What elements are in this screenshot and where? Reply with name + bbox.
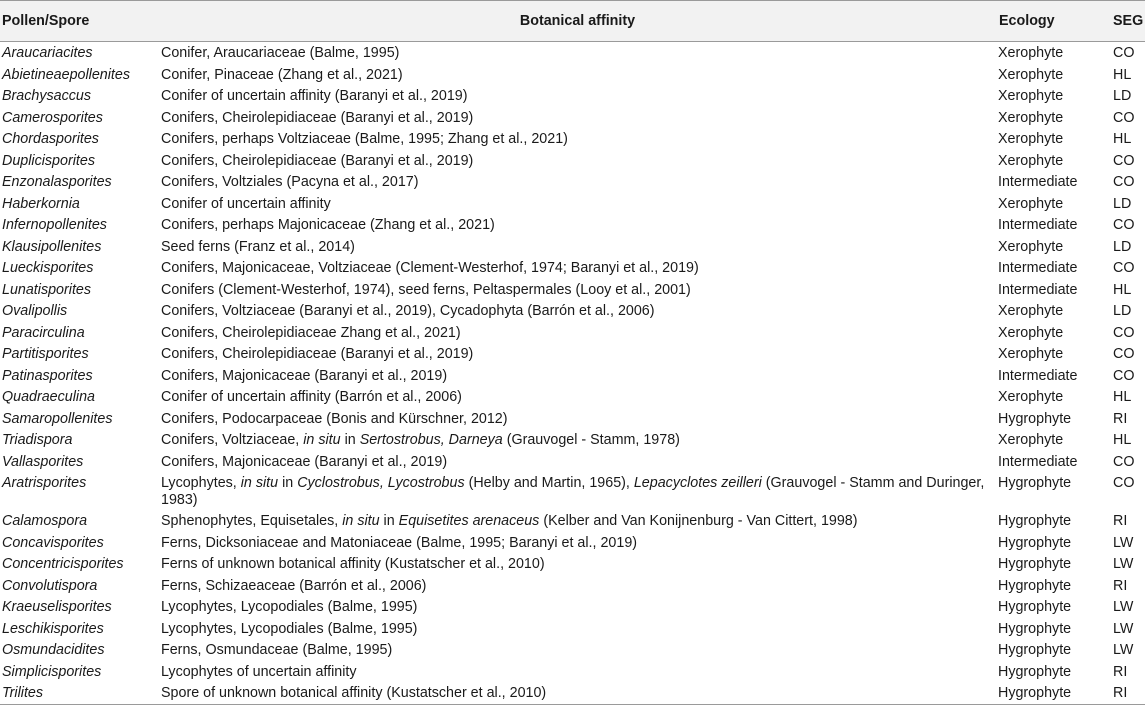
cell-seg: LW — [1113, 534, 1134, 551]
cell-ecology: Xerophyte — [998, 238, 1064, 255]
table-row — [0, 171, 1145, 193]
cell-ecology: Xerophyte — [998, 303, 1064, 319]
table-row — [0, 661, 1145, 683]
cell-name: Partitisporites — [2, 346, 89, 362]
cell-affinity: Seed ferns (Franz et al., 2014) — [161, 238, 355, 255]
table-row — [0, 128, 1145, 150]
cell-seg: LW — [1113, 599, 1134, 615]
cell-ecology: Hygrophyte — [998, 475, 1072, 491]
cell-affinity: Ferns, Osmundaceae (Balme, 1995) — [161, 642, 393, 658]
cell-ecology: Intermediate — [998, 174, 1078, 190]
cell-name: Osmundacidites — [2, 642, 105, 658]
cell-ecology: Xerophyte — [998, 152, 1064, 169]
cell-ecology: Intermediate — [998, 453, 1078, 470]
cell-seg: CO — [1113, 152, 1135, 169]
table-row — [0, 451, 1145, 473]
cell-ecology: Intermediate — [998, 281, 1078, 298]
header-pollen-spore: Pollen/Spore — [0, 1, 158, 42]
affinity-in-situ: in situ — [342, 513, 380, 529]
header-ecology: Ecology — [997, 1, 1108, 42]
cell-ecology: Hygrophyte — [998, 534, 1072, 551]
cell-seg: HL — [1113, 432, 1132, 448]
cell-name: Leschikisporites — [2, 620, 104, 637]
cell-seg: LD — [1113, 238, 1132, 255]
affinity-citation: (Helby and Martin, 1965), — [464, 475, 634, 491]
cell-seg: CO — [1113, 217, 1135, 233]
cell-seg: CO — [1113, 260, 1135, 276]
cell-affinity: Conifer of uncertain affinity (Barrón et al., 2006) — [161, 389, 462, 405]
affinity-text: Sphenophytes, Equisetales, — [161, 513, 343, 529]
table-row — [0, 64, 1145, 86]
cell-seg: CO — [1113, 475, 1135, 491]
cell-affinity: Conifers, Majonicaceae, Voltziaceae (Clement-Westerhof, 1974; Baranyi et al., 2019) — [161, 260, 699, 276]
affinity-text: in — [278, 475, 298, 491]
affinity-taxon: Equisetites arenaceus — [398, 513, 540, 529]
cell-name: Vallasporites — [2, 453, 84, 470]
cell-seg: LD — [1113, 195, 1132, 212]
cell-seg: HL — [1113, 389, 1132, 405]
cell-seg: CO — [1113, 174, 1135, 190]
table-row — [0, 107, 1145, 129]
cell-ecology: Hygrophyte — [998, 577, 1072, 594]
cell-ecology: Intermediate — [998, 260, 1078, 276]
cell-seg: HL — [1113, 281, 1132, 298]
cell-seg: RI — [1113, 663, 1128, 680]
affinity-text: in — [379, 513, 399, 529]
cell-seg: CO — [1113, 324, 1135, 341]
table-row — [0, 532, 1145, 554]
cell-name: Camerosporites — [2, 109, 103, 126]
table-row — [0, 639, 1145, 661]
cell-affinity: Conifers, Voltziales (Pacyna et al., 2017) — [161, 174, 419, 190]
cell-ecology: Xerophyte — [998, 131, 1064, 147]
cell-seg: RI — [1113, 513, 1128, 529]
cell-name: Quadraeculina — [2, 389, 95, 405]
cell-name: Lueckisporites — [2, 260, 94, 276]
cell-affinity: Conifers, Majonicaceae (Baranyi et al., 2019) — [161, 367, 448, 384]
affinity-text: Conifers, Voltziaceae, — [161, 432, 304, 448]
cell-affinity: Conifer, Pinaceae (Zhang et al., 2021) — [161, 66, 403, 83]
cell-affinity: Conifers (Clement-Westerhof, 1974), seed ferns, Peltaspermales (Looy et al., 2001) — [161, 281, 691, 298]
cell-affinity: Conifers, Voltziaceae (Baranyi et al., 2019), Cycadophyta (Barrón et al., 2006) — [161, 303, 655, 319]
cell-name: Concentricisporites — [2, 556, 124, 572]
header-seg: SEG — [1108, 1, 1145, 42]
table-row — [0, 322, 1145, 344]
cell-name: Calamospora — [2, 513, 88, 529]
cell-seg: HL — [1113, 66, 1132, 83]
cell-affinity: Ferns, Schizaeaceae (Barrón et al., 2006) — [161, 577, 427, 594]
cell-name: Simplicisporites — [2, 663, 102, 680]
cell-seg: CO — [1113, 45, 1135, 61]
table-row — [0, 575, 1145, 597]
cell-ecology: Xerophyte — [998, 432, 1064, 448]
table-row — [0, 343, 1145, 365]
cell-name: Duplicisporites — [2, 152, 95, 169]
table-row — [0, 618, 1145, 640]
cell-ecology: Intermediate — [998, 217, 1078, 233]
header-botanical-affinity: Botanical affinity — [158, 1, 997, 42]
affinity-taxon: Lepacyclotes zeilleri — [633, 475, 762, 491]
table-row — [0, 386, 1145, 408]
affinity-citation: (Grauvogel - Stamm, 1978) — [502, 432, 680, 448]
cell-seg: LW — [1113, 556, 1134, 572]
table-row — [0, 596, 1145, 618]
table-row — [0, 553, 1145, 575]
cell-affinity — [158, 429, 997, 451]
table-row — [0, 300, 1145, 322]
cell-affinity: Conifers, Podocarpaceae (Bonis and Kürschner, 2012) — [161, 410, 508, 427]
cell-affinity: Conifers, Cheirolepidiaceae Zhang et al., 2021) — [161, 324, 461, 341]
table-row — [0, 85, 1145, 107]
table-header-row — [0, 1, 1145, 42]
cell-ecology: Hygrophyte — [998, 513, 1072, 529]
cell-seg: CO — [1113, 367, 1135, 384]
cell-ecology: Xerophyte — [998, 346, 1064, 362]
table-row — [0, 193, 1145, 215]
cell-seg: LW — [1113, 620, 1134, 637]
cell-ecology: Xerophyte — [998, 45, 1064, 61]
cell-name: Convolutispora — [2, 577, 98, 594]
table-row — [0, 236, 1145, 258]
table-row — [0, 279, 1145, 301]
cell-affinity: Conifers, perhaps Voltziaceae (Balme, 1995; Zhang et al., 2021) — [161, 131, 568, 147]
cell-name: Araucariacites — [2, 45, 93, 61]
cell-ecology: Intermediate — [998, 367, 1078, 384]
cell-affinity: Lycophytes of uncertain affinity — [161, 663, 357, 680]
cell-affinity: Conifers, Cheirolepidiaceae (Baranyi et al., 2019) — [161, 109, 474, 126]
cell-affinity: Lycophytes, Lycopodiales (Balme, 1995) — [161, 599, 418, 615]
cell-affinity: Spore of unknown botanical affinity (Kustatscher et al., 2010) — [158, 682, 997, 704]
table-row — [0, 150, 1145, 172]
affinity-citation: (Kelber and Van Konijnenburg - Van Cittert, 1998) — [539, 513, 858, 529]
cell-name: Concavisporites — [2, 534, 104, 551]
cell-affinity: Ferns, Dicksoniaceae and Matoniaceae (Balme, 1995; Baranyi et al., 2019) — [161, 534, 638, 551]
affinity-taxon: Sertostrobus, Darneya — [359, 432, 503, 448]
cell-name: Brachysaccus — [2, 88, 91, 104]
table-row — [0, 365, 1145, 387]
table-row — [0, 257, 1145, 279]
cell-affinity: Conifers, Cheirolepidiaceae (Baranyi et al., 2019) — [161, 152, 474, 169]
affinity-in-situ: in situ — [240, 475, 279, 491]
table-row — [0, 429, 1145, 451]
cell-name: Lunatisporites — [2, 281, 92, 298]
table-row — [0, 510, 1145, 532]
cell-seg: HL — [1113, 131, 1132, 147]
cell-ecology: Xerophyte — [998, 389, 1064, 405]
cell-ecology: Xerophyte — [998, 109, 1064, 126]
cell-affinity: Conifer of uncertain affinity (Baranyi et al., 2019) — [161, 88, 468, 104]
cell-name: Kraeuselisporites — [2, 599, 112, 615]
cell-ecology: Xerophyte — [998, 324, 1064, 341]
affinity-citation: (Grauvogel - Stamm and Duringer, 1983) — [161, 475, 985, 508]
cell-seg: CO — [1113, 109, 1135, 126]
cell-name: Triadispora — [2, 432, 73, 448]
cell-name: Paracirculina — [2, 324, 85, 341]
table-row — [0, 682, 1145, 704]
cell-name: Chordasporites — [2, 131, 99, 147]
cell-affinity: Conifers, Majonicaceae (Baranyi et al., 2019) — [161, 453, 448, 470]
cell-seg: CO — [1113, 453, 1135, 470]
cell-affinity — [158, 510, 997, 532]
cell-name: Infernopollenites — [2, 217, 107, 233]
cell-seg: RI — [1113, 577, 1128, 594]
cell-seg: CO — [1113, 346, 1135, 362]
cell-ecology: Hygrophyte — [998, 556, 1072, 572]
cell-name: Samaropollenites — [2, 410, 113, 427]
cell-name: Aratrisporites — [2, 475, 87, 491]
cell-ecology: Xerophyte — [998, 66, 1064, 83]
cell-seg: LW — [1113, 642, 1134, 658]
cell-ecology: Hygrophyte — [998, 642, 1072, 658]
affinity-text: in — [340, 432, 360, 448]
cell-seg: RI — [1113, 410, 1128, 427]
cell-ecology: Hygrophyte — [998, 599, 1072, 615]
cell-name: Enzonalasporites — [2, 174, 112, 190]
cell-affinity: Conifer, Araucariaceae (Balme, 1995) — [161, 45, 400, 61]
table-row — [0, 472, 1145, 510]
cell-name: Abietineaepollenites — [2, 66, 130, 83]
cell-ecology: Hygrophyte — [998, 620, 1072, 637]
cell-ecology: Hygrophyte — [998, 410, 1072, 427]
table-row — [0, 42, 1145, 64]
cell-name: Haberkornia — [2, 195, 80, 212]
cell-name: Trilites — [0, 682, 158, 704]
cell-affinity: Lycophytes, Lycopodiales (Balme, 1995) — [161, 620, 418, 637]
affinity-in-situ: in situ — [303, 432, 341, 448]
cell-ecology: Xerophyte — [998, 195, 1064, 212]
cell-name: Patinasporites — [2, 367, 93, 384]
cell-ecology: Hygrophyte — [997, 682, 1108, 704]
cell-affinity: Conifers, Cheirolepidiaceae (Baranyi et al., 2019) — [161, 346, 474, 362]
cell-affinity — [158, 472, 997, 510]
cell-affinity: Conifer of uncertain affinity — [161, 195, 331, 212]
cell-ecology: Hygrophyte — [998, 663, 1072, 680]
cell-ecology: Xerophyte — [998, 88, 1064, 104]
table-row — [0, 408, 1145, 430]
cell-seg: LD — [1113, 88, 1132, 104]
affinity-taxon: Cyclostrobus, Lycostrobus — [297, 475, 465, 491]
cell-name: Ovalipollis — [2, 303, 68, 319]
cell-name: Klausipollenites — [2, 238, 102, 255]
cell-seg: RI — [1108, 682, 1145, 704]
affinity-text: Lycophytes, — [161, 475, 241, 491]
table-row — [0, 214, 1145, 236]
cell-affinity: Ferns of unknown botanical affinity (Kustatscher et al., 2010) — [161, 556, 545, 572]
cell-affinity: Conifers, perhaps Majonicaceae (Zhang et al., 2021) — [161, 217, 495, 233]
cell-seg: LD — [1113, 303, 1132, 319]
